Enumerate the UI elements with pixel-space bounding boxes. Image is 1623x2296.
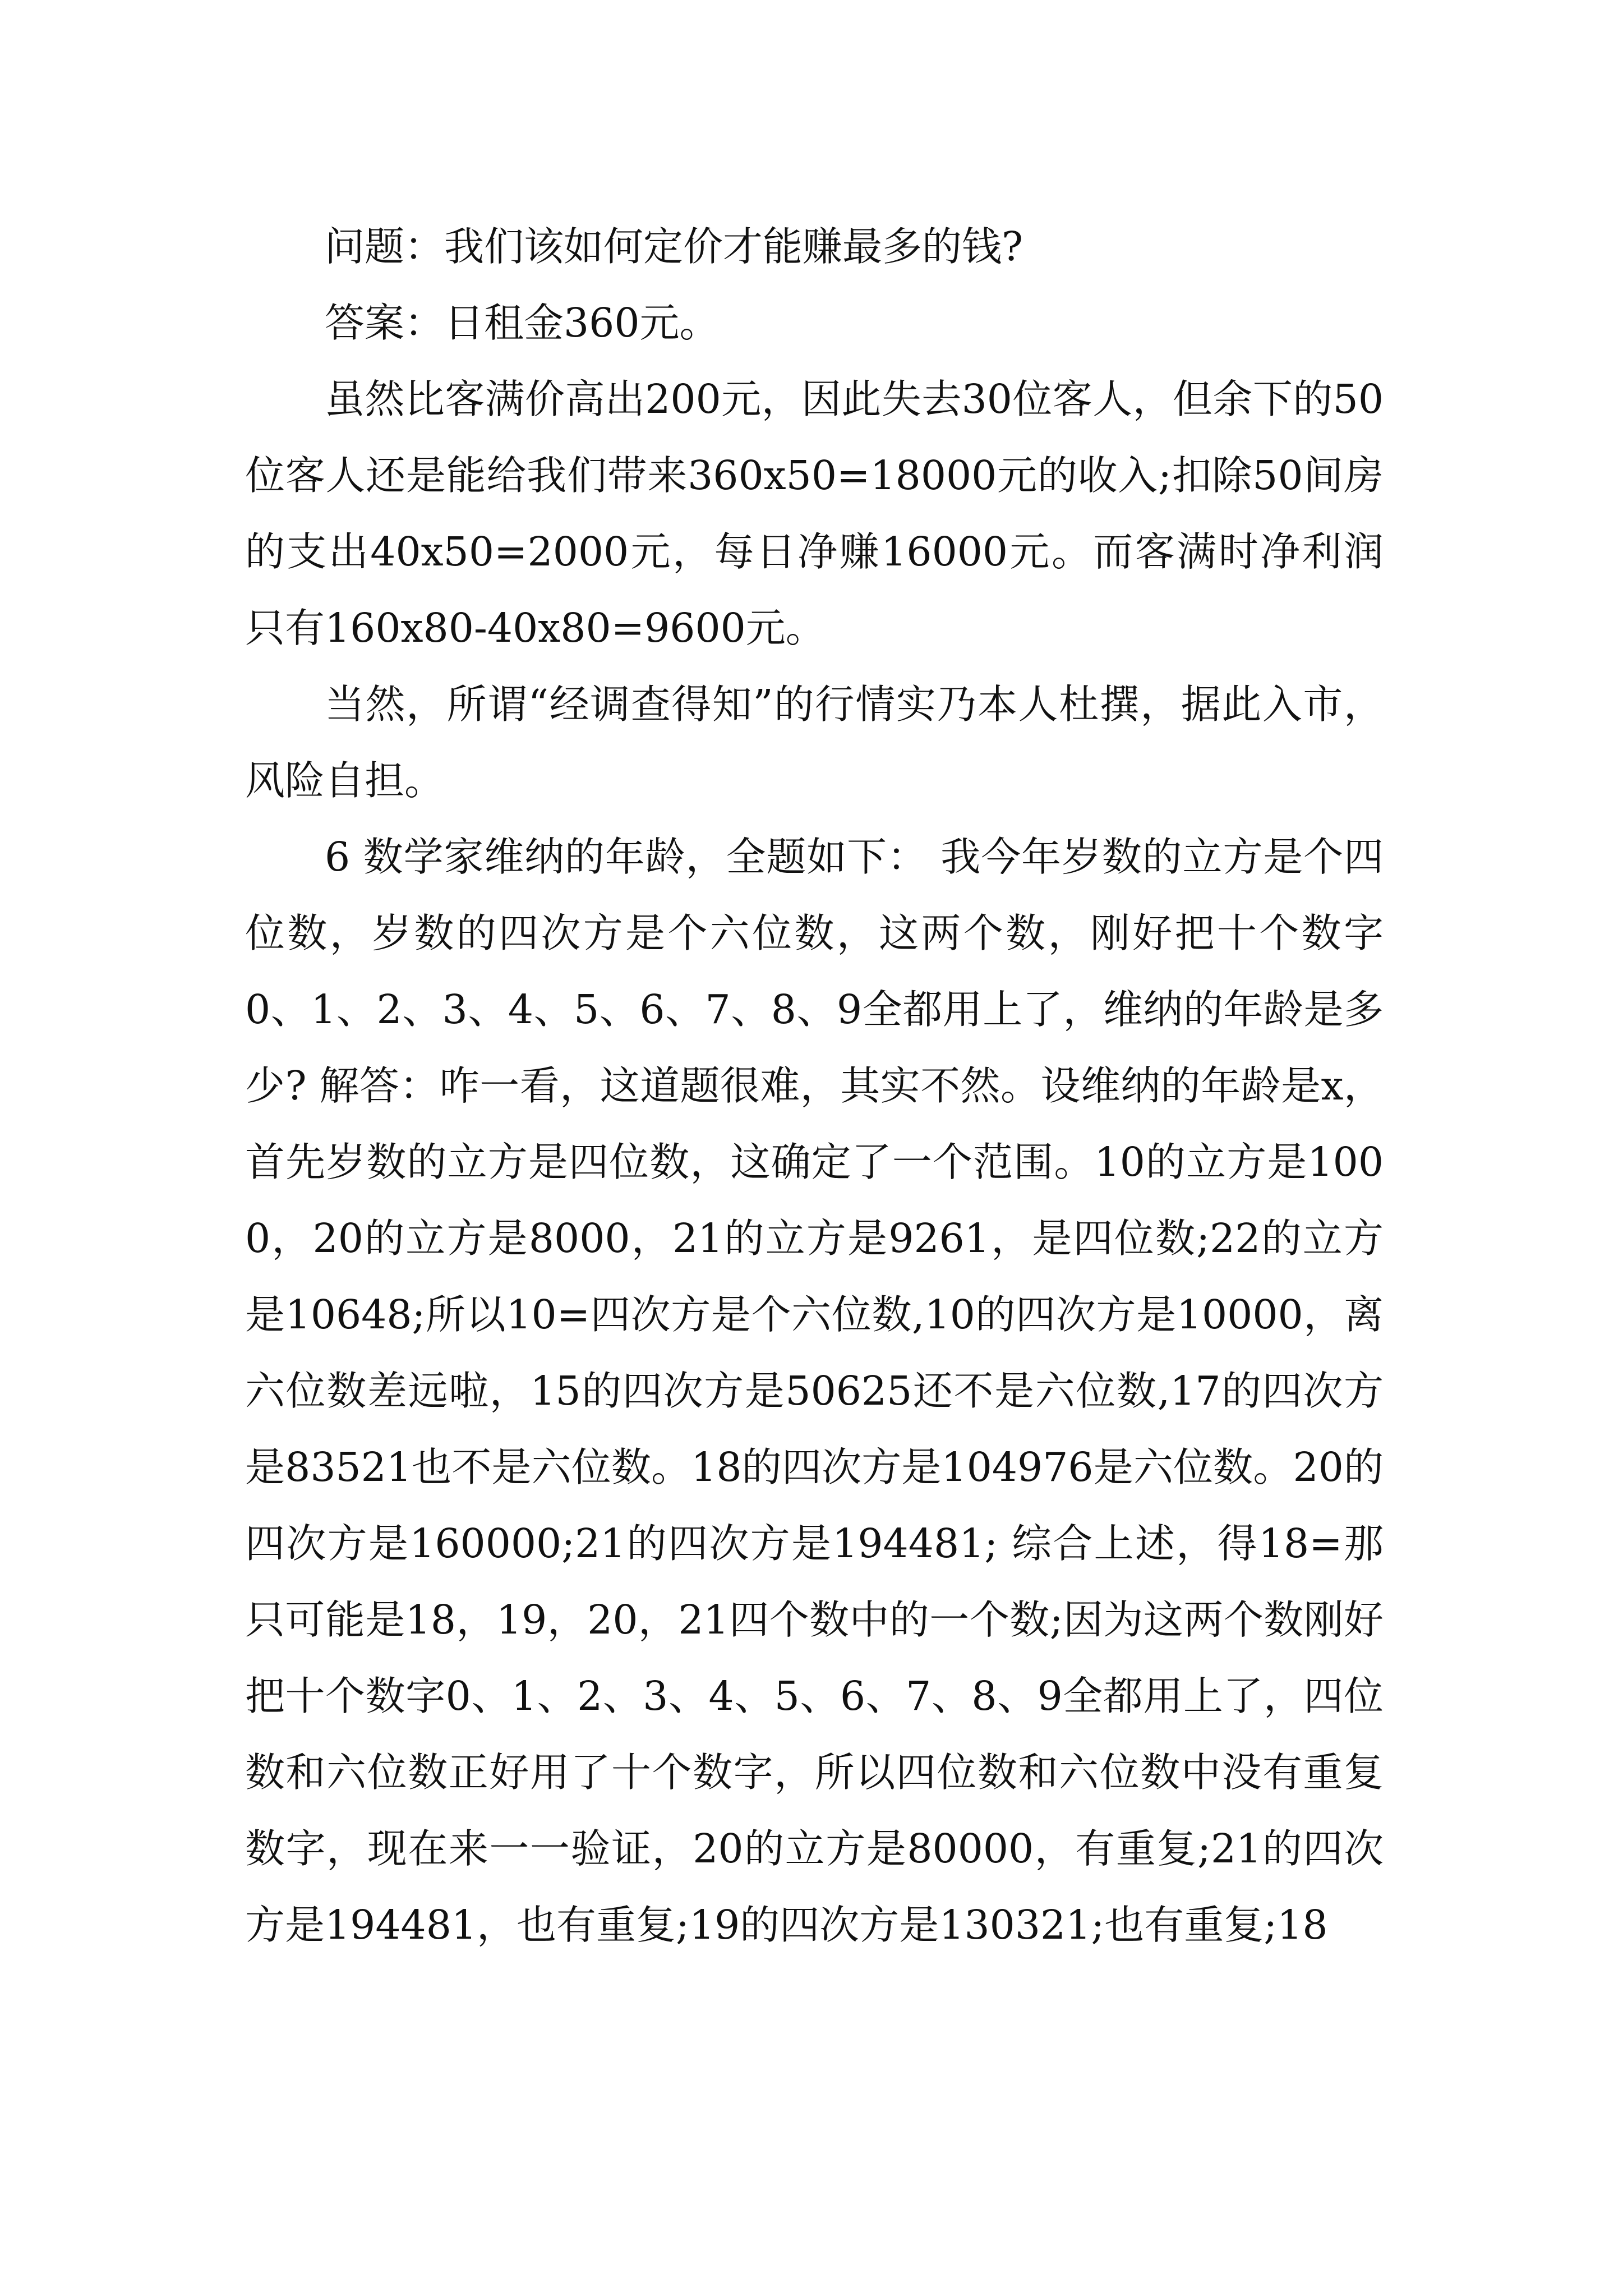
question-paragraph: 问题：我们该如何定价才能赚最多的钱? <box>325 223 1023 270</box>
document-body <box>245 209 1384 1963</box>
disclaimer-paragraph: 当然，所谓“经调查得知”的行情实乃本人杜撰，据此入市，风险自担。 <box>245 681 1384 804</box>
wiener-age-paragraph: 6 数学家维纳的年龄，全题如下： 我今年岁数的立方是个四位数，岁数的四次方是个六位数，这两个数，刚好把十个数字0、1、2、3、4、5、6、7、8、9全都用上了，维纳的年龄是多少? 解答：咋一看，这道题很难，其实不然。设维纳的年龄是x，首先岁数的立方是四位数，这确定了一个范围。10的立方是1000，20的立方是8000，21的立方是9261，是四位数;22的立方是10648;所以10=四次方是个六位数,10的四次方是10000，离六位数差远啦，15的四次方是50625还不是六位数,17的四次方是83521也不是六位数。18的四次方是104976是六位数。20的四次方是160000;21的四次方是194481; 综合上述，得18=那只可能是18，19，20，21四个数中的一个数;因为这两个数刚好把十个数字0、1、2、3、4、5、6、7、8、9全都用上了，四位数和六位数正好用了十个数字，所以四位数和六位数中没有重复数字，现在来一一验证，20的立方是80000，有重复;21的四次方是194481，也有重复;19的四次方是130321;也有重复;18 <box>245 834 1384 1948</box>
answer-paragraph: 答案：日租金360元。 <box>325 300 720 346</box>
explanation-paragraph: 虽然比客满价高出200元，因此失去30位客人，但余下的50位客人还是能给我们带来360x50=18000元的收入;扣除50间房的支出40x50=2000元，每日净赚16000元。而客满时净利润只有160x80-40x80=9600元。 <box>245 376 1384 651</box>
